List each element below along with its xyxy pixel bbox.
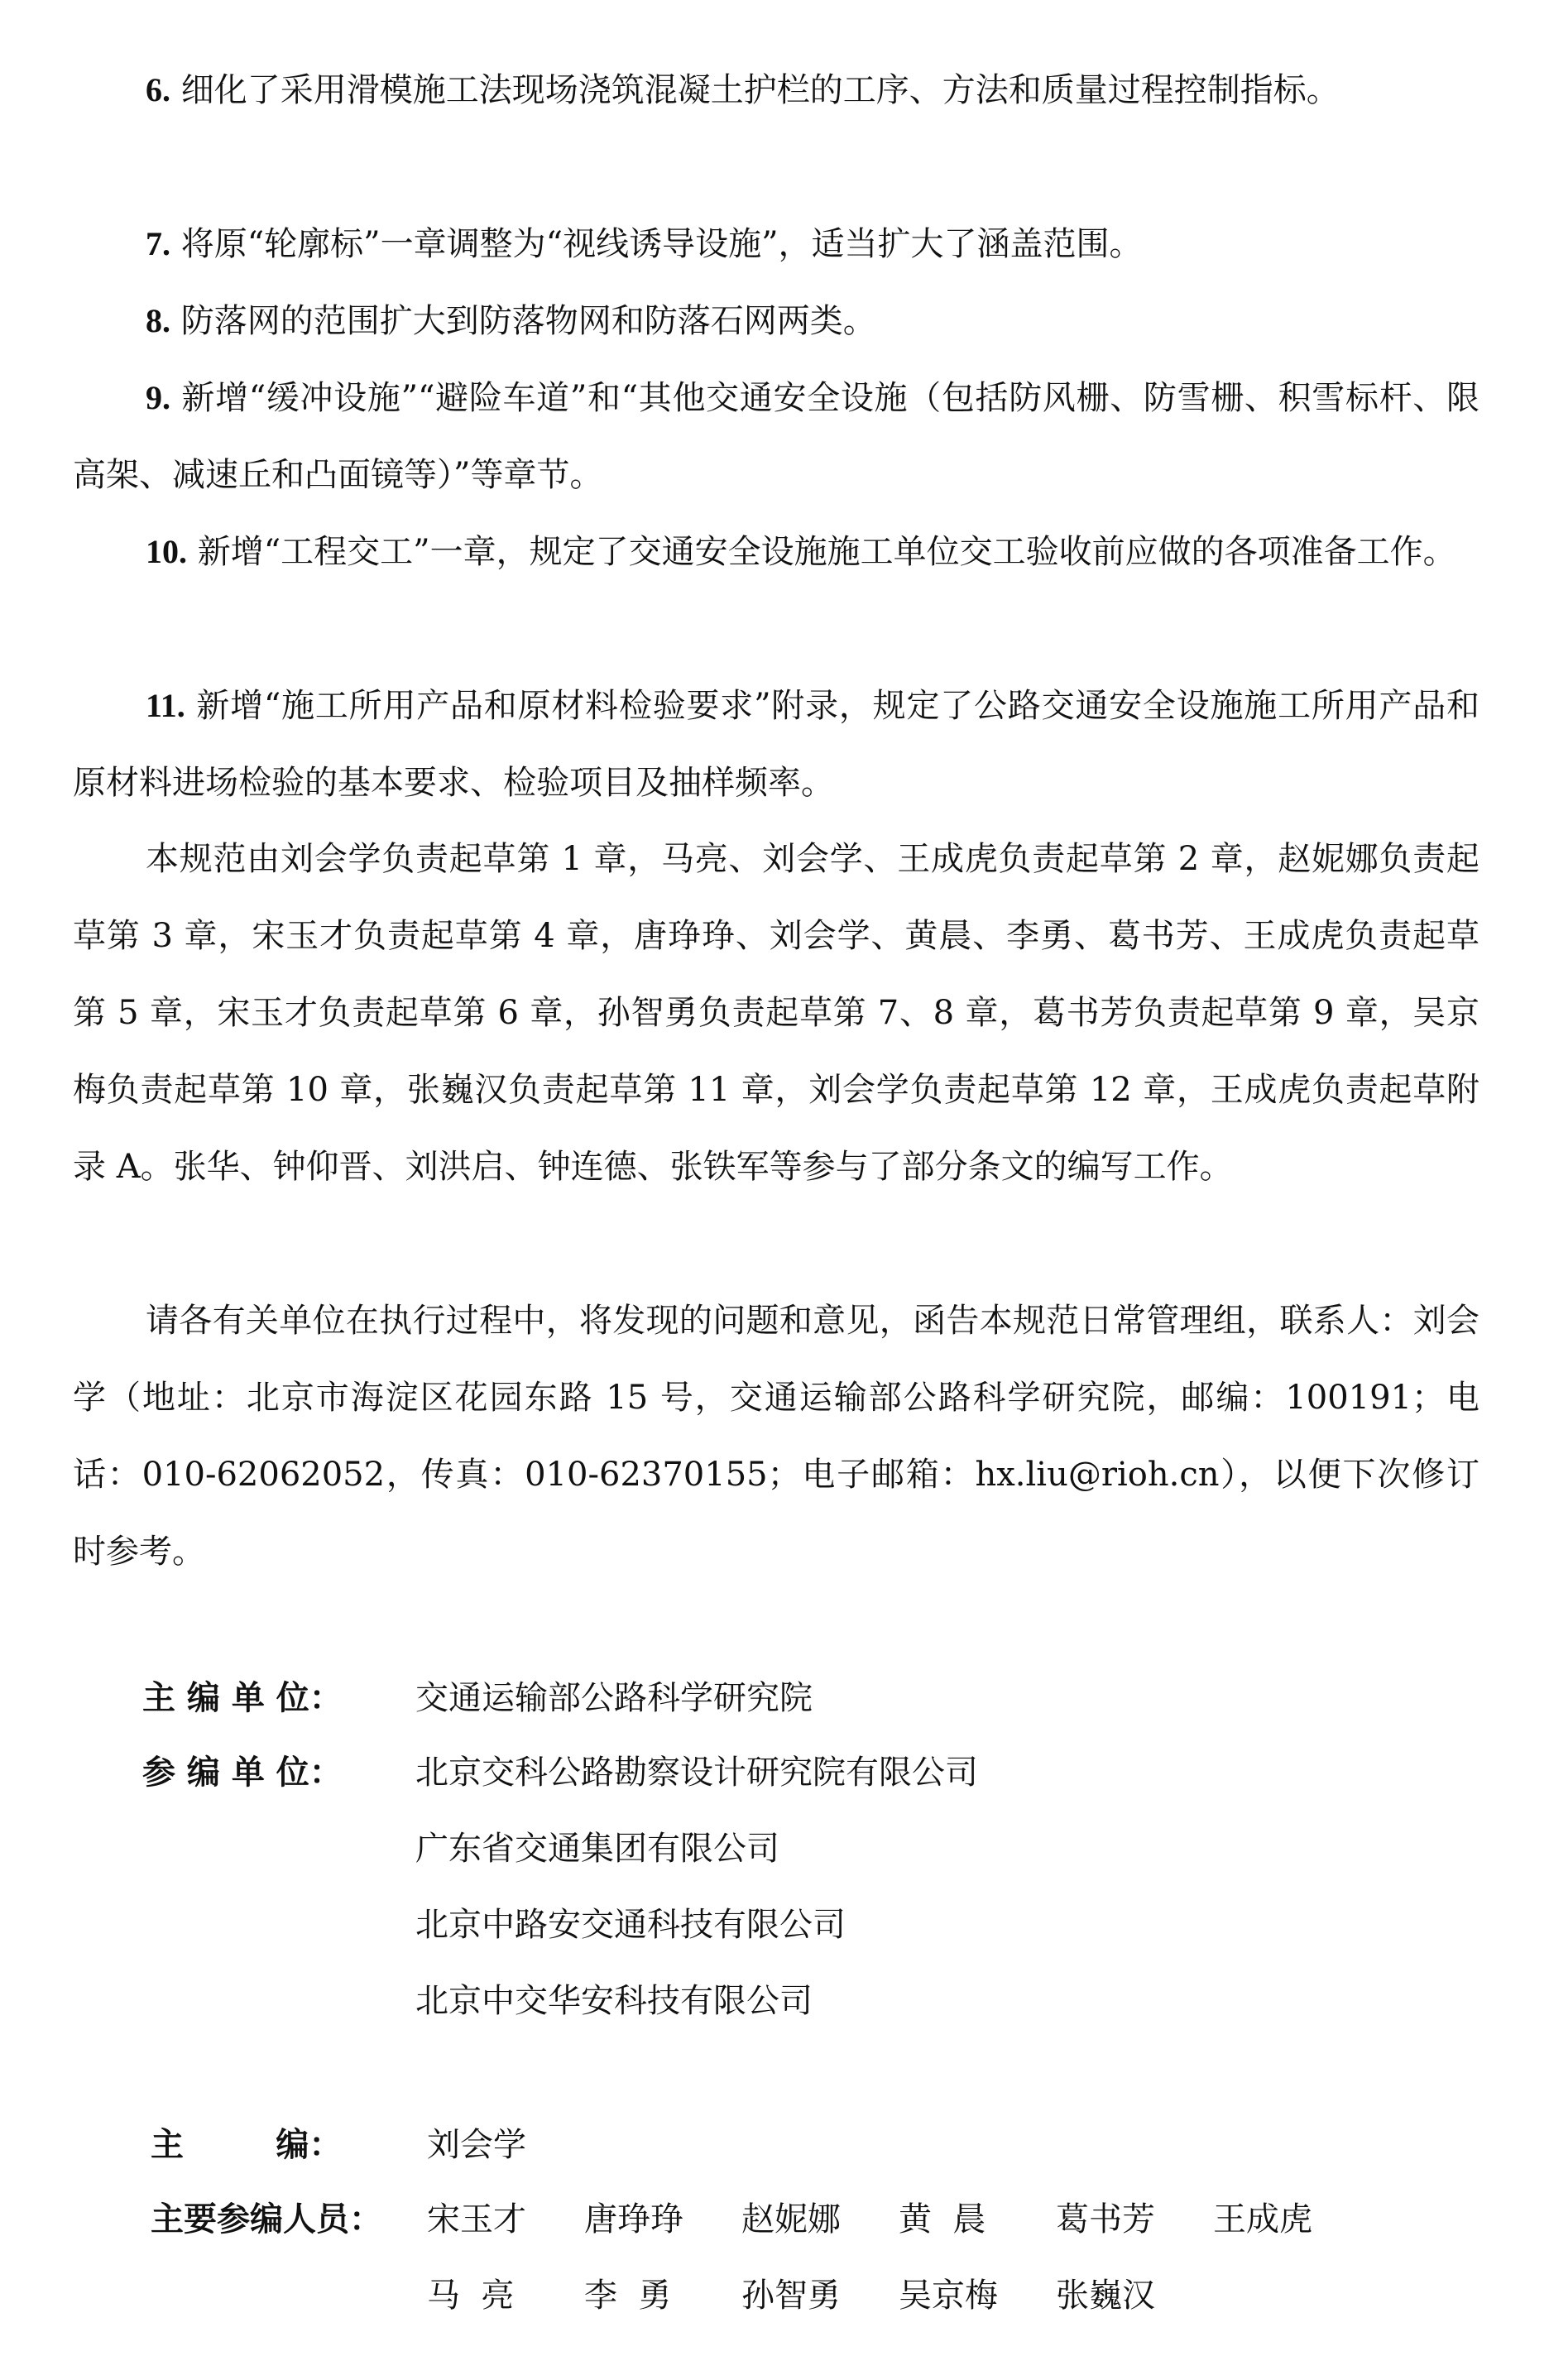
item-7: 7. 将原“轮廓标”一章调整为“视线诱导设施”，适当扩大了涵盖范围。	[146, 225, 1143, 263]
chief-unit-label: 主 编 单 位：	[142, 1679, 343, 1717]
chief-unit-value: 交通运输部公路科学研究院	[415, 1679, 813, 1717]
participant-name: 宋玉才	[427, 2200, 526, 2238]
participating-unit-2: 广东省交通集团有限公司	[415, 1830, 779, 1868]
item-10: 10. 新增“工程交工”一章，规定了交通安全设施施工单位交工验收前应做的各项准备工作。	[146, 533, 1456, 571]
item-9: 9. 新增“缓冲设施”“避险车道”和“其他交通安全设施（包括防风栅、防雪栅、积雪标杆、限高架、减速丘和凸面镜等）”等章节。	[73, 379, 1479, 494]
contact-paragraph: 请各有关单位在执行过程中，将发现的问题和意见，函告本规范日常管理组，联系人：刘会学（地址：北京市海淀区花园东路 15 号，交通运输部公路科学研究院，邮编：100191；电话：010-62062052，传真：010-62370155；电子邮箱：hx.liu@rioh.cn），以便下次修订时参考。	[73, 1302, 1479, 1571]
participant-name: 葛书芳	[1056, 2200, 1155, 2238]
participant-name: 王成虎	[1213, 2200, 1312, 2238]
chief-editor-label: 主 编：	[151, 2126, 343, 2164]
participant-name: 李 勇	[584, 2277, 672, 2315]
participant-name: 马 亮	[427, 2277, 515, 2315]
item-11: 11. 新增“施工所用产品和原材料检验要求”附录，规定了公路交通安全设施施工所用产品和原材料进场检验的基本要求、检验项目及抽样频率。	[73, 687, 1479, 802]
participating-unit-1: 北京交科公路勘察设计研究院有限公司	[415, 1754, 978, 1792]
chief-editor-value: 刘会学	[427, 2126, 526, 2164]
item-6: 6. 细化了采用滑模施工法现场浇筑混凝土护栏的工序、方法和质量过程控制指标。	[146, 71, 1340, 109]
participating-units-label: 参 编 单 位：	[142, 1754, 343, 1792]
participant-name: 吴京梅	[899, 2277, 998, 2315]
participating-unit-4: 北京中交华安科技有限公司	[415, 1982, 813, 2020]
main-participants-label: 主要参编人员：	[151, 2200, 382, 2238]
participant-name: 赵妮娜	[741, 2200, 841, 2238]
participant-name: 张巍汉	[1056, 2277, 1155, 2315]
participant-name: 唐琤琤	[584, 2200, 683, 2238]
participating-unit-3: 北京中路安交通科技有限公司	[415, 1906, 846, 1944]
drafting-paragraph: 本规范由刘会学负责起草第 1 章，马亮、刘会学、王成虎负责起草第 2 章，赵妮娜负责起草第 3 章，宋玉才负责起草第 4 章，唐琤琤、刘会学、黄晨、李勇、葛书芳、王成虎负责起草第 5 章，宋玉才负责起草第 6 章，孙智勇负责起草第 7、8 章，葛书芳负责起草第 9 章，吴京梅负责起草第 10 章，张巍汉负责起草第 11 章，刘会学负责起草第 12 章，王成虎负责起草附录 A。张华、钟仰晋、刘洪启、钟连德、张铁军等参与了部分条文的编写工作。	[73, 840, 1479, 1186]
participant-name: 黄 晨	[899, 2200, 986, 2238]
participant-name: 孙智勇	[741, 2277, 841, 2315]
item-8: 8. 防落网的范围扩大到防落物网和防落石网两类。	[146, 302, 876, 340]
